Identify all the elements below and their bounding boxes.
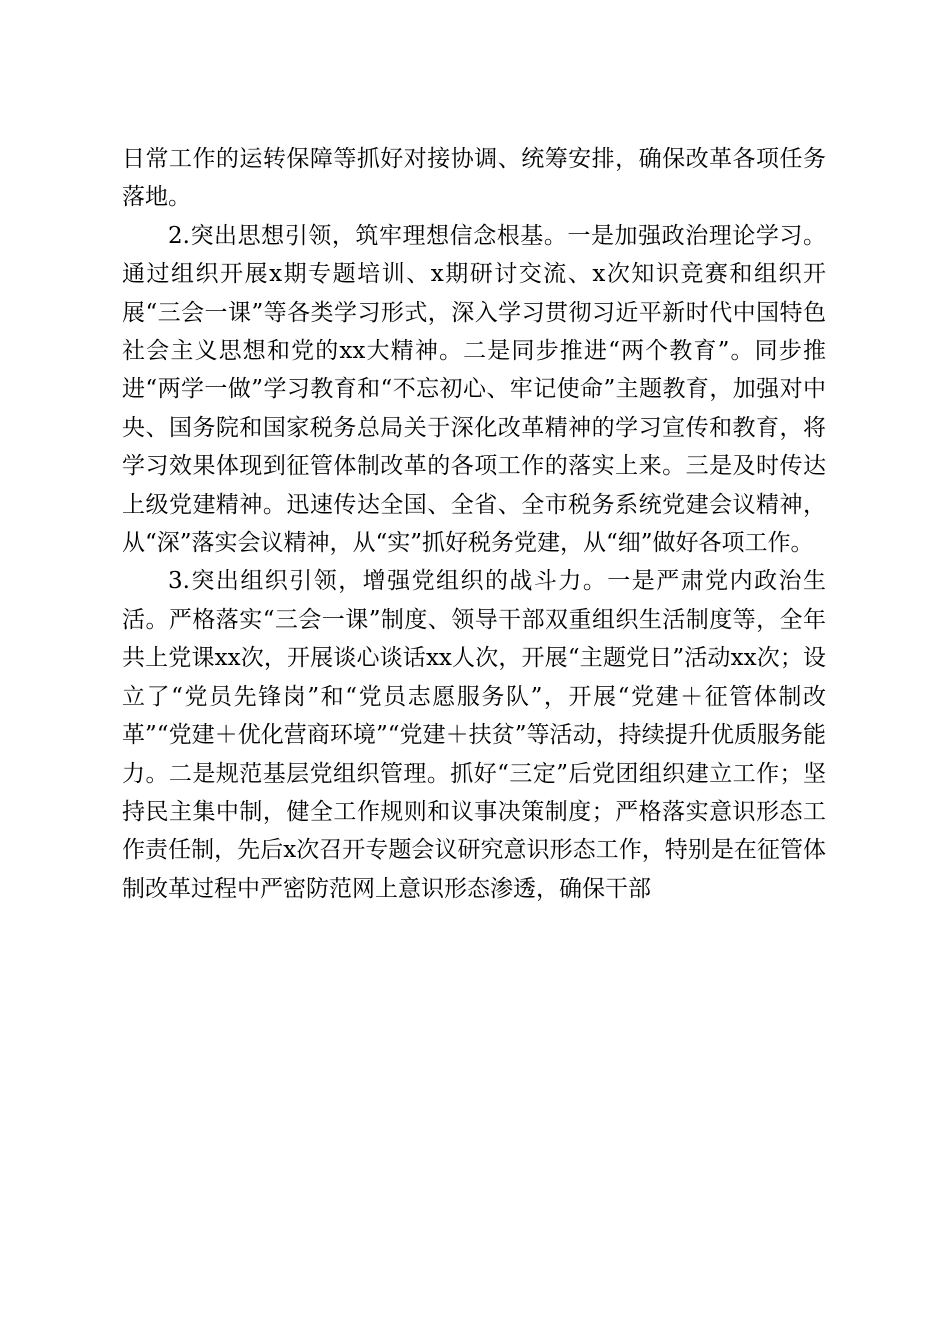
document-body [122, 140, 826, 908]
paragraph-continuation: 日常工作的运转保障等抓好对接协调、统筹安排，确保改革各项任务落地。 [122, 146, 826, 211]
paragraph-item-3: 3.突出组织引领，增强党组织的战斗力。一是严肃党内政治生活。严格落实“三会一课”制度、领导干部双重组织生活制度等，全年共上党课xx次，开展谈心谈话xx人次，开展“主题党日”活动xx次；设立了“党员先锋岗”和“党员志愿服务队”，开展“党建＋征管体制改革”“党建＋优化营商环境”“党建＋扶贫”等活动，持续提升优质服务能力。二是规范基层党组织管理。抓好“三定”后党团组织建立工作；坚持民主集中制，健全工作规则和议事决策制度；严格落实意识形态工作责任制，先后x次召开专题会议研究意识形态工作，特别是在征管体制改革过程中严密防范网上意识形态渗透，确保干部 [122, 568, 826, 902]
paragraph-item-2: 2.突出思想引领，筑牢理想信念根基。一是加强政治理论学习。通过组织开展x期专题培训、x期研讨交流、x次知识竞赛和组织开展“三会一课”等各类学习形式，深入学习贯彻习近平新时代中国特色社会主义思想和党的xx大精神。二是同步推进“两个教育”。同步推进“两学一做”学习教育和“不忘初心、牢记使命”主题教育，加强对中央、国务院和国家税务总局关于深化改革精神的学习宣传和教育，将学习效果体现到征管体制改革的各项工作的落实上来。三是及时传达上级党建精神。迅速传达全国、全省、全市税务系统党建会议精神，从“深”落实会议精神，从“实”抓好税务党建，从“细”做好各项工作。 [122, 222, 826, 557]
